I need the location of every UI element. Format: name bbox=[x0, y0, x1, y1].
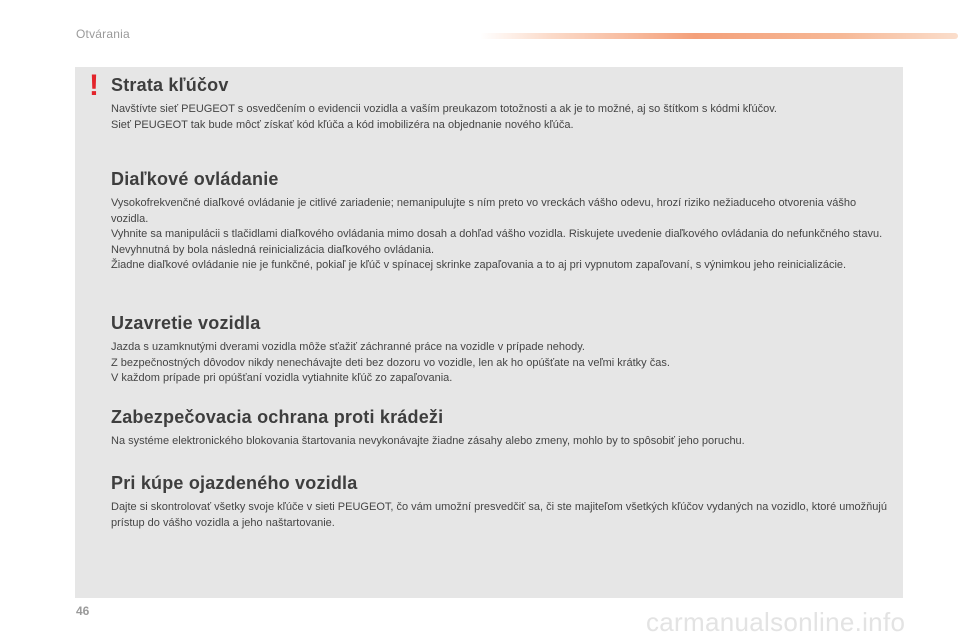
chapter-title: Otvárania bbox=[76, 27, 130, 41]
watermark-text: carmanualsonline.info bbox=[646, 607, 906, 637]
section-heading: Strata kľúčov bbox=[111, 75, 229, 95]
body-line: Navštívte sieť PEUGEOT s osvedčením o evidencii vozidla a vaším preukazom totožnosti a ak je to možné, aj so štítkom s kódmi kľúčov. bbox=[111, 103, 777, 115]
body-line: Na systéme elektronického blokovania štartovania nevykonávajte žiadne zásahy alebo zmeny, mohlo by to spôsobiť jeho poruchu. bbox=[111, 435, 745, 447]
body-line: Žiadne diaľkové ovládanie nie je funkčné, pokiaľ je kľúč v spínacej skrinke zapaľovania a to aj pri vypnutom zapaľovaní, s výnimkou jeho reinicializácie. bbox=[111, 259, 847, 271]
body-line: Dajte si skontrolovať všetky svoje kľúče v sieti PEUGEOT, čo vám umožní presvedčiť sa, či ste majiteľom všetkých kľúčov vydaných na vozidlo, ktoré umožňujú prístup do vášho vozidla a jeho naštartovanie. bbox=[111, 501, 887, 529]
section-body bbox=[111, 196, 891, 274]
warning-exclamation-icon: ! bbox=[89, 69, 99, 102]
section-heading: Uzavretie vozidla bbox=[111, 313, 261, 333]
section-remote-control bbox=[111, 168, 891, 274]
body-line: Vyhnite sa manipulácii s tlačidlami diaľkového ovládania mimo dosah a dohľad vášho vozidla. Riskujete uvedenie diaľkového ovládania do nefunkčného stavu. Nevyhnutná by bola následná reinicializácia diaľkového ovládania. bbox=[111, 228, 883, 256]
body-line: Z bezpečnostných dôvodov nikdy nenechávajte deti bez dozoru vo vozidle, len ak ho opúšťate na veľmi krátky čas. bbox=[111, 356, 670, 369]
section-body bbox=[111, 102, 891, 133]
section-heading: Pri kúpe ojazdeného vozidla bbox=[111, 473, 358, 493]
section-vehicle-locking bbox=[111, 312, 891, 387]
body-line: Jazda s uzamknutými dverami vozidla môže sťažiť záchranné práce na vozidle v prípade nehody. bbox=[111, 341, 585, 353]
section-used-vehicle bbox=[111, 472, 891, 531]
section-body bbox=[111, 500, 891, 531]
section-body bbox=[111, 340, 891, 387]
body-line: Sieť PEUGEOT tak bude môcť získať kód kľúča a kód imobilizéra na objednanie nového kľúča. bbox=[111, 118, 574, 131]
header-accent-line bbox=[480, 33, 958, 39]
section-heading: Diaľkové ovládanie bbox=[111, 169, 279, 189]
body-line: V každom prípade pri opúšťaní vozidla vytiahnite kľúč zo zapaľovania. bbox=[111, 372, 453, 384]
section-body bbox=[111, 434, 891, 450]
section-heading: Zabezpečovacia ochrana proti krádeži bbox=[111, 407, 444, 427]
body-line: Vysokofrekvenčné diaľkové ovládanie je citlivé zariadenie; nemanipulujte s ním preto vo vreckách vášho odevu, hrozí riziko nežiaduceho otvorenia vášho vozidla. bbox=[111, 197, 857, 225]
section-key-loss bbox=[111, 74, 891, 133]
page-number: 46 bbox=[76, 604, 90, 618]
section-anti-theft bbox=[111, 406, 891, 450]
